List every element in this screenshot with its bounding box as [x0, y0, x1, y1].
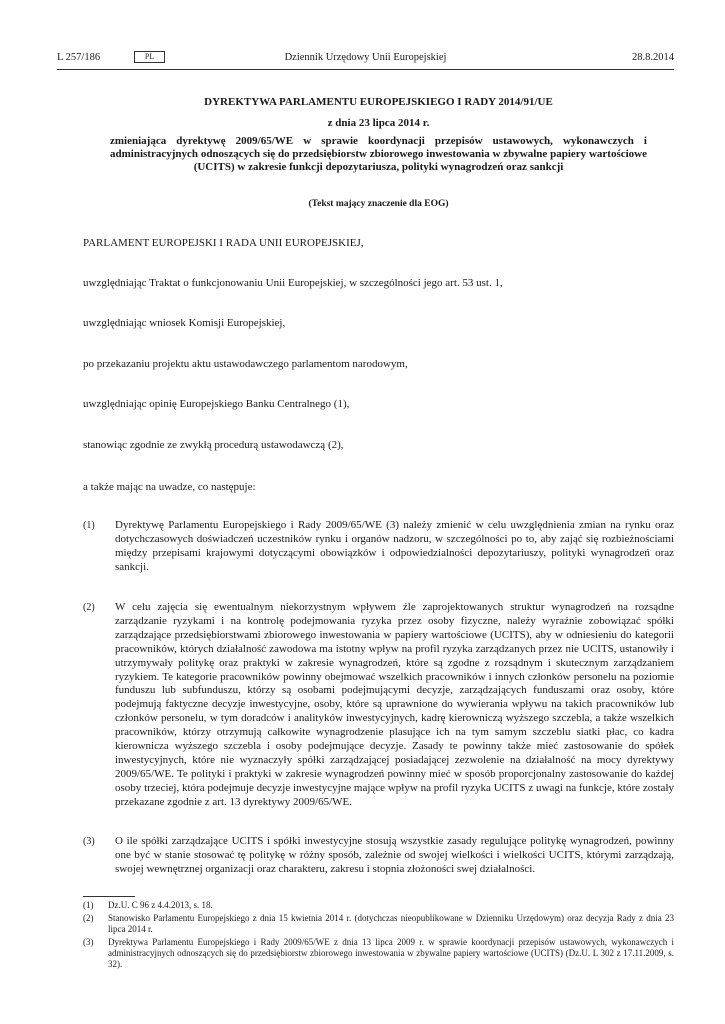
preamble-line: uwzględniając Traktat o funkcjonowaniu Unii Europejskiej, w szczególności jego art. 53 ust. 1, [83, 277, 503, 289]
footnote-divider [83, 896, 135, 897]
preamble-line: uwzględniając opinię Europejskiego Banku Centralnego (1), [83, 398, 350, 410]
preamble-line: stanowiąc zgodnie ze zwykłą procedurą ustawodawczą (2), [83, 439, 344, 451]
language-badge: PL [134, 51, 165, 63]
preamble-line: po przekazaniu projektu aktu ustawodawczego parlamentom narodowym, [83, 358, 408, 370]
footnote-text: Dyrektywa Parlamentu Europejskiego i Rady 2009/65/WE z dnia 13 lipca 2009 r. w sprawie koordynacji przepisów ustawowych, wykonawczych i administracyjnych odnoszących się do przedsiębiorstw zbiorowego inwestowania w zbywalne papiery wartościowe (UCITS) (Dz.U. L 302 z 17.11.2009, s. 32). [108, 937, 674, 969]
footnote-mark: (3) [83, 937, 94, 947]
footnote-mark: (1) [83, 900, 94, 910]
document-subject: zmieniająca dyrektywę 2009/65/WE w sprawie koordynacji przepisów ustawowych, wykonawczych i administracyjnych odnoszących się do przedsiębiorstw zbiorowego inwestowania w zbywalne papiery wartościowe (UCITS) w zakresie funkcji depozytariusza, polityki wynagrodzeń oraz sankcji [110, 135, 647, 174]
recital-text: W celu zajęcia się ewentualnym niekorzystnym wpływem źle zaprojektowanych struktur wynagrodzeń na rozsądne zarządzanie ryzykami i na kontrolę podejmowania ryzyka przez osoby fizyczne, należy wyraźnie zobowiązać spółki zarządzające przedsiębiorstwami zbiorowego inwestowania w papiery wartościowe (UCITS), aby w odniesieniu do kategorii pracowników, których działalność zawodowa ma istotny wpływ na profil ryzyka zarządzanych przez nie UCITS, ustanowiły i utrzymywały politykę oraz praktyki w zakresie wynagrodzeń, które są zgodne z rozsądnym i skutecznym zarządzaniem ryzykiem. Te kategorie pracowników powinny obejmować wszelkich pracowników i innych członków personelu na poziomie funduszu lub subfunduszu, którzy są osobami podejmującymi decyzje, zarządzających funduszami oraz osoby, które podejmują faktyczne decyzje inwestycyjne, osoby, które są uprawnione do wywierania wpływu na takich pracowników lub członków personelu, w tym doradców i analityków inwestycyjnych, kadrę kierowniczą wyższego szczebla, a także wszelkich pracowników, którzy otrzymują całkowite wynagrodzenie plasujące ich na tym samym szczeblu siatki płac, co kadra kierownicza wyższego szczebla i osoby podejmujące decyzje. Zasady te powinny także mieć zastosowanie do spółek inwestycyjnych, które nie wyznaczyły spółki zarządzającej posiadającej zezwolenie na działalność na mocy dyrektywy 2009/65/WE. Te polityki i praktyki w zakresie wynagrodzeń powinny mieć w sposób proporcjonalny zastosowanie do każdej osoby trzeciej, która podejmuje decyzje inwestycyjne mające wpływ na profil ryzyka UCITS z uwagi na funkcje, które zostały przekazane zgodnie z art. 13 dyrektywy 2009/65/WE. [115, 601, 674, 808]
recital-text: O ile spółki zarządzające UCITS i spółki inwestycyjne stosują wszystkie zasady regulujące politykę wynagrodzeń, powinny one być w stanie stosować tę politykę w różny sposób, zależnie od swojej wielkości i wielkości UCITS, którymi zarządzają, swojej wewnętrznej organizacji oraz charakteru, zakresu i stopnia złożoności swej działalności. [115, 835, 674, 875]
recital-text: Dyrektywę Parlamentu Europejskiego i Rady 2009/65/WE (3) należy zmienić w celu uwzględnienia zmian na rynku oraz dotychczasowych doświadczeń uczestników rynku i organów nadzoru, w szczególności po to, aby zająć się rozbieżnościami między przepisami krajowymi dotyczącymi obowiązków i odpowiedzialności depozytariuszy, polityki wynagrodzeń oraz sankcji. [115, 519, 674, 573]
preamble-line: PARLAMENT EUROPEJSKI I RADA UNII EUROPEJSKIEJ, [83, 237, 364, 249]
recital-number: (2) [83, 602, 95, 613]
footnote-mark: (2) [83, 913, 94, 923]
document-date: z dnia 23 lipca 2014 r. [327, 117, 430, 129]
document-title: DYREKTYWA PARLAMENTU EUROPEJSKIEGO I RADY 2014/91/UE [204, 96, 553, 108]
footnote-text: Stanowisko Parlamentu Europejskiego z dnia 15 kwietnia 2014 r. (dotychczas nieopublikowane w Dzienniku Urzędowym) oraz decyzja Rady z dnia 23 lipca 2014 r. [108, 913, 674, 934]
eea-relevance-note: (Tekst mający znaczenie dla EOG) [308, 199, 449, 209]
footnote-text: Dz.U. C 96 z 4.4.2013, s. 18. [108, 900, 213, 910]
recital-number: (1) [83, 520, 95, 531]
recital-number: (3) [83, 836, 95, 847]
publication-date: 28.8.2014 [632, 52, 674, 63]
header-divider [57, 69, 674, 70]
journal-title: Dziennik Urzędowy Unii Europejskiej [284, 52, 447, 63]
preamble-line: a także mając na uwadze, co następuje: [83, 481, 256, 493]
page-reference: L 257/186 [57, 52, 101, 63]
page-header [57, 52, 674, 68]
preamble-line: uwzględniając wniosek Komisji Europejskiej, [83, 317, 286, 329]
